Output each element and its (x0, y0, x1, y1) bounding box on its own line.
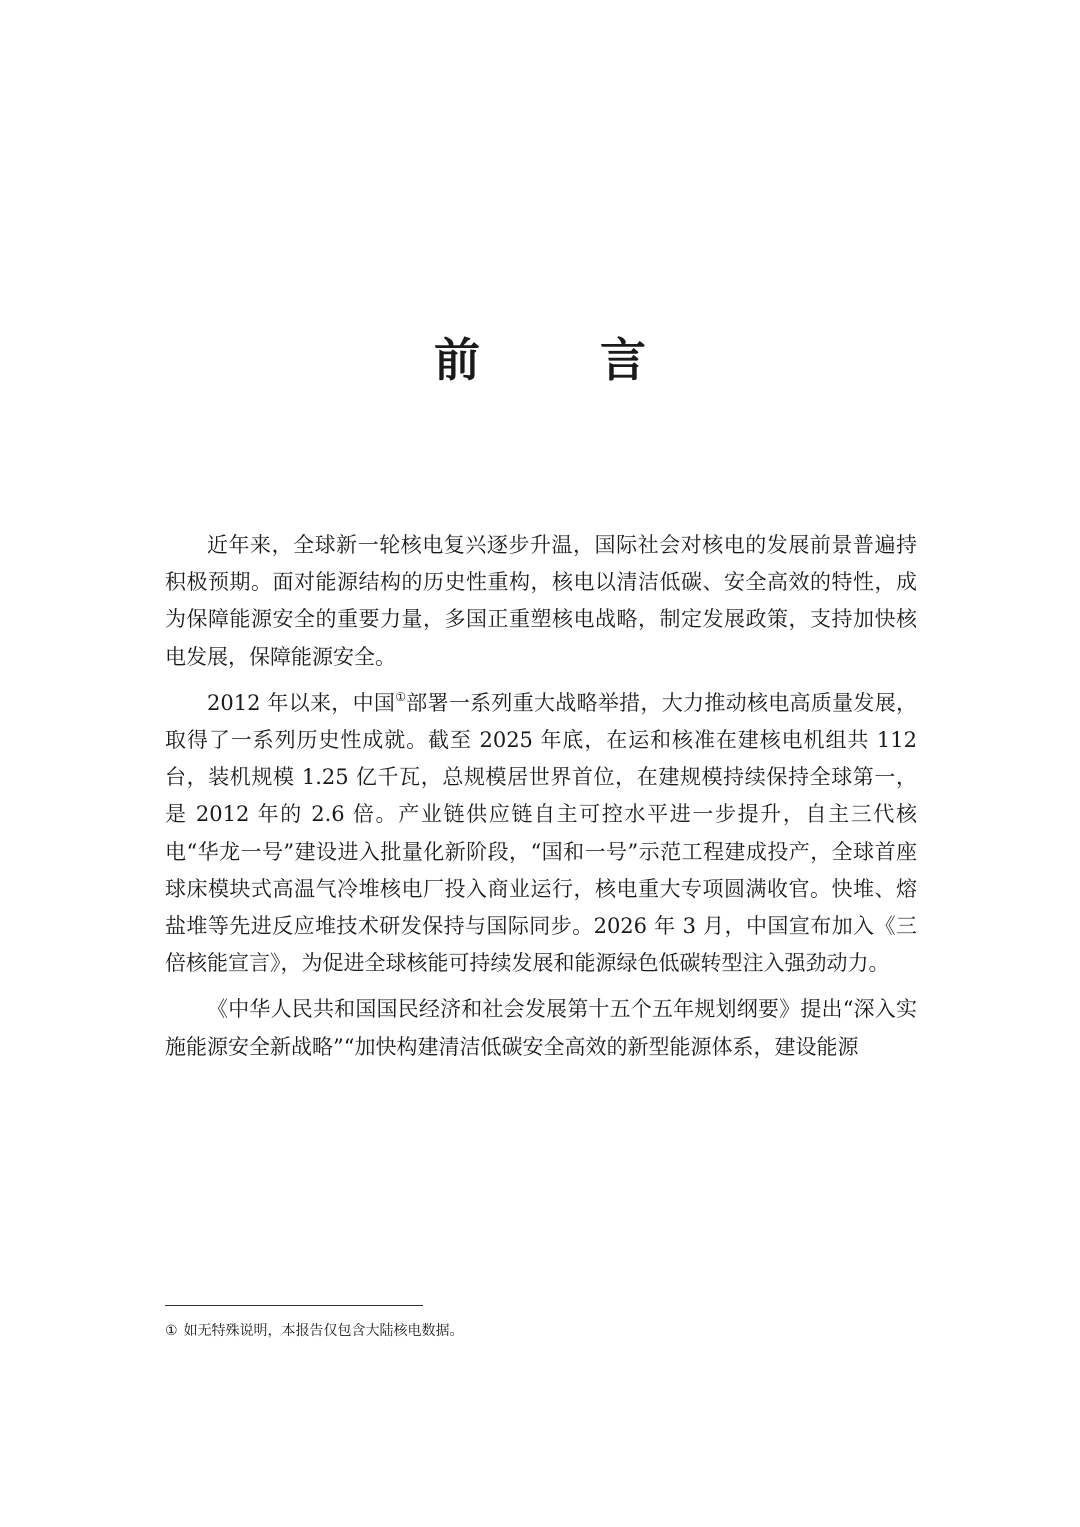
page-title: 前 言 (433, 333, 698, 387)
footnote-divider (165, 1305, 423, 1306)
body-text (165, 527, 917, 1075)
paragraph-1: 近年来，全球新一轮核电复兴逐步升温，国际社会对核电的发展前景普遍持积极预期。面对能源结构的历史性重构，核电以清洁低碳、安全高效的特性，成为保障能源安全的重要力量，多国正重塑核电战略，制定发展政策，支持加快核电发展，保障能源安全。 (165, 533, 917, 669)
paragraph-3: 《中华人民共和国国民经济和社会发展第十五个五年规划纲要》提出“深入实施能源安全新战略”“加快构建清洁低碳安全高效的新型能源体系，建设能源 (165, 997, 917, 1059)
footnote-text: 如无特殊说明，本报告仅包含大陆核电数据。 (183, 1323, 464, 1339)
paragraph-2-lead: 2012 年以来，中国 (207, 690, 396, 715)
footnote-reference: ① (395, 689, 407, 704)
paragraph-2 (165, 685, 917, 983)
footnote-marker: ① (165, 1323, 178, 1339)
footnote (165, 1320, 917, 1342)
paragraph-2-body: 部署一系列重大战略举措，大力推动核电高质量发展，取得了一系列历史性成就。截至 2025 年底，在运和核准在建核电机组共 112 台，装机规模 1.25 亿千瓦，总规模居世界首位，在建规模持续保持全球第一，是 2012 年的 2.6 倍。产业链供应链自主可控水平进一步提升，自主三代核电“华龙一号”建设进入批量化新阶段，“国和一号”示范工程建成投产，全球首座球床模块式高温气冷堆核电厂投入商业运行，核电重大专项圆满收官。快堆、熔盐堆等先进反应堆技术研发保持与国际同步。2026 年 3 月，中国宣布加入《三倍核能宣言》，为促进全球核能可持续发展和能源绿色低碳转型注入强劲动力。 (165, 690, 918, 976)
